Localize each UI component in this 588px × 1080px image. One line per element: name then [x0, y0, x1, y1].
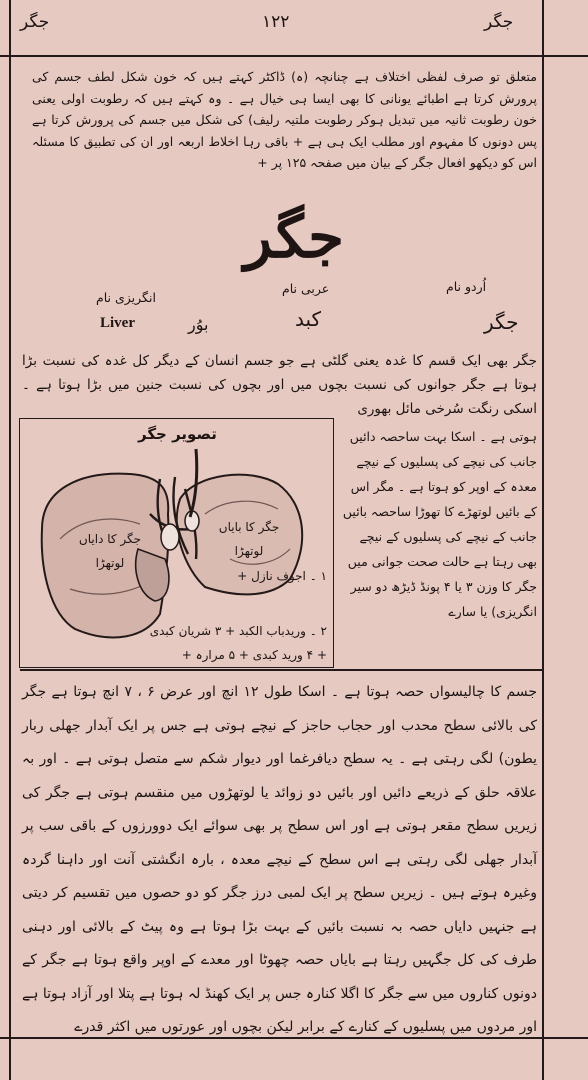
label-left-lobe: جگر کا دایاں لوتھڑا [78, 532, 142, 570]
english-name-header: انگریزی نام [96, 290, 156, 305]
caption-line-1: ۱ ۔ اجوف نازل + [237, 569, 327, 583]
persian-name-value: بوُر [188, 315, 209, 334]
frame-right-rule [542, 0, 544, 1080]
chapter-title: جگر [244, 203, 344, 271]
portal-vein-stub [161, 524, 179, 550]
header-rule [0, 55, 588, 57]
figure-title: تصویر جگر [138, 425, 217, 443]
frame-left-rule [9, 0, 11, 1080]
page-number: ۱۲۲ [262, 12, 290, 32]
liver-anatomy-paragraph: جسم کا چالیسواں حصہ ہوتا ہے ۔ اسکا طول ۱۲ انچ اور عرض ۶ ، ۷ انچ ہوتا ہے جگر کی بالائی سطح محدب اور حجاب حاجز کے نیچے ہوتی ہے جس پر ایک آبدار جھلی ربار یطون) لگی رہتی ہے ۔ یہ سطح دیافرغما اور دیوار شکم سے متصل ہوتی ہے ۔ اور بہ علاقہ حلق کے ذریعے دائیں اور بائیں دو زوائد یا لوتھڑوں میں منقسم ہوتی ہے جگر کی زیریں سطح مقعر ہوتی ہے اور اس سطح پر بھی سوائے ایک دوورزوں کے باقی سب پر آبدار جھلی لگی رہتی ہے اس سطح کے نیچے معدہ ، بارہ انگشتی آنت اور داہنا گردہ وغیرہ ہوتے ہیں ۔ زیریں سطح پر ایک لمبی درز جگر کو دو حصوں میں تقسیم کر دیتی ہے جنہیں دایاں حصہ بہ نسبت بائیں کے بہت بڑا ہوتا ہے وہ پیٹ کے بالائی اور دہنی طرف کی کل جگہیں رہتا ہے بایاں حصہ چھوٹا اور معدے کے اوپر واقع ہوتا ہے جگر کے دونوں کناروں میں سے جگر کا اگلا کنارہ جس پر ایک کھنڈ لہ ہوتا ہے پتلا اور آزاد ہوتا ہے اور مردوں میں پسلیوں کے کنارے کے برابر لیکن بچوں اور عورتوں میں اکثر قدرے [22, 684, 537, 1035]
intro-paragraph: متعلق تو صرف لفظی اختلاف ہے چنانچہ (ہ) ڈاکٹر کہتے ہیں کہ خون شکل لطف جسم کی پرورش کرتا ہے اطبائے یونانی کا بھی ایسا ہی خیال ہے ۔ وہ کہتے ہیں کہ رطوبت اولی یعنی خون رطوبت ثانیہ میں تبدیل ہوکر رطوبت ملتیہ رلیف) کی شکل میں جسم کی پرورش کرتا ہے پس دونوں کا مفہوم اور مطلب ایک ہی ہے + باقی رہا اخلاط اربعہ اور ان کی تطبیق کا مسئلہ اس کو دیکھو افعال جگر کے بیان میں صفحہ ۱۲۵ پر + [32, 69, 537, 171]
header-right-title: جگر [484, 12, 514, 32]
header-left-title: جگر [20, 12, 50, 32]
caption-line-2: ۲ ۔ وریدباب الکبد + ۳ شریان کبدی + ۴ ورید کبدی + ۵ مرارہ + [149, 624, 327, 662]
urdu-name-header: اُردو نام [446, 279, 487, 294]
urdu-name-value: جگر [484, 310, 519, 334]
liver-description-paragraph: جگر بھی ایک قسم کا غدہ یعنی گلٹی ہے جو جسم انسان کے دیگر کل غدہ کی نسبت بڑا ہوتا ہے جگر جوانوں کی نسبت بچوں میں اور بچوں کی نسبت جنین میں بڑا ہوتا ہے ۔ اسکی رنگت سُرخی مائل بھوری [22, 353, 537, 417]
side-column-paragraph: ہوتی ہے ۔ اسکا بہت ساحصہ دائیں جانب کی نیچے کی پسلیوں کے نیچے معدہ کے اوپر کو ہوتا ہے ۔ مگر اس کے بائیں لوتھڑے کا تھوڑا ساحصہ بائیں جانب کے نیچے کی پسلیوں کے نیچے بھی رہتا ہے حالت صحت جوانی میں جگر کا وزن ۳ یا ۴ پونڈ ڈیڑھ دو سیر انگریزی) یا سارے [342, 429, 537, 619]
arabic-name-header: عربی نام [282, 281, 330, 296]
mid-rule [20, 669, 542, 671]
arabic-name-value: کبد [295, 307, 322, 331]
liver-figure-box [19, 418, 334, 668]
english-name-value: Liver [100, 315, 135, 331]
label-right-lobe: جگر کا بایاں لوتھڑا [218, 520, 280, 558]
